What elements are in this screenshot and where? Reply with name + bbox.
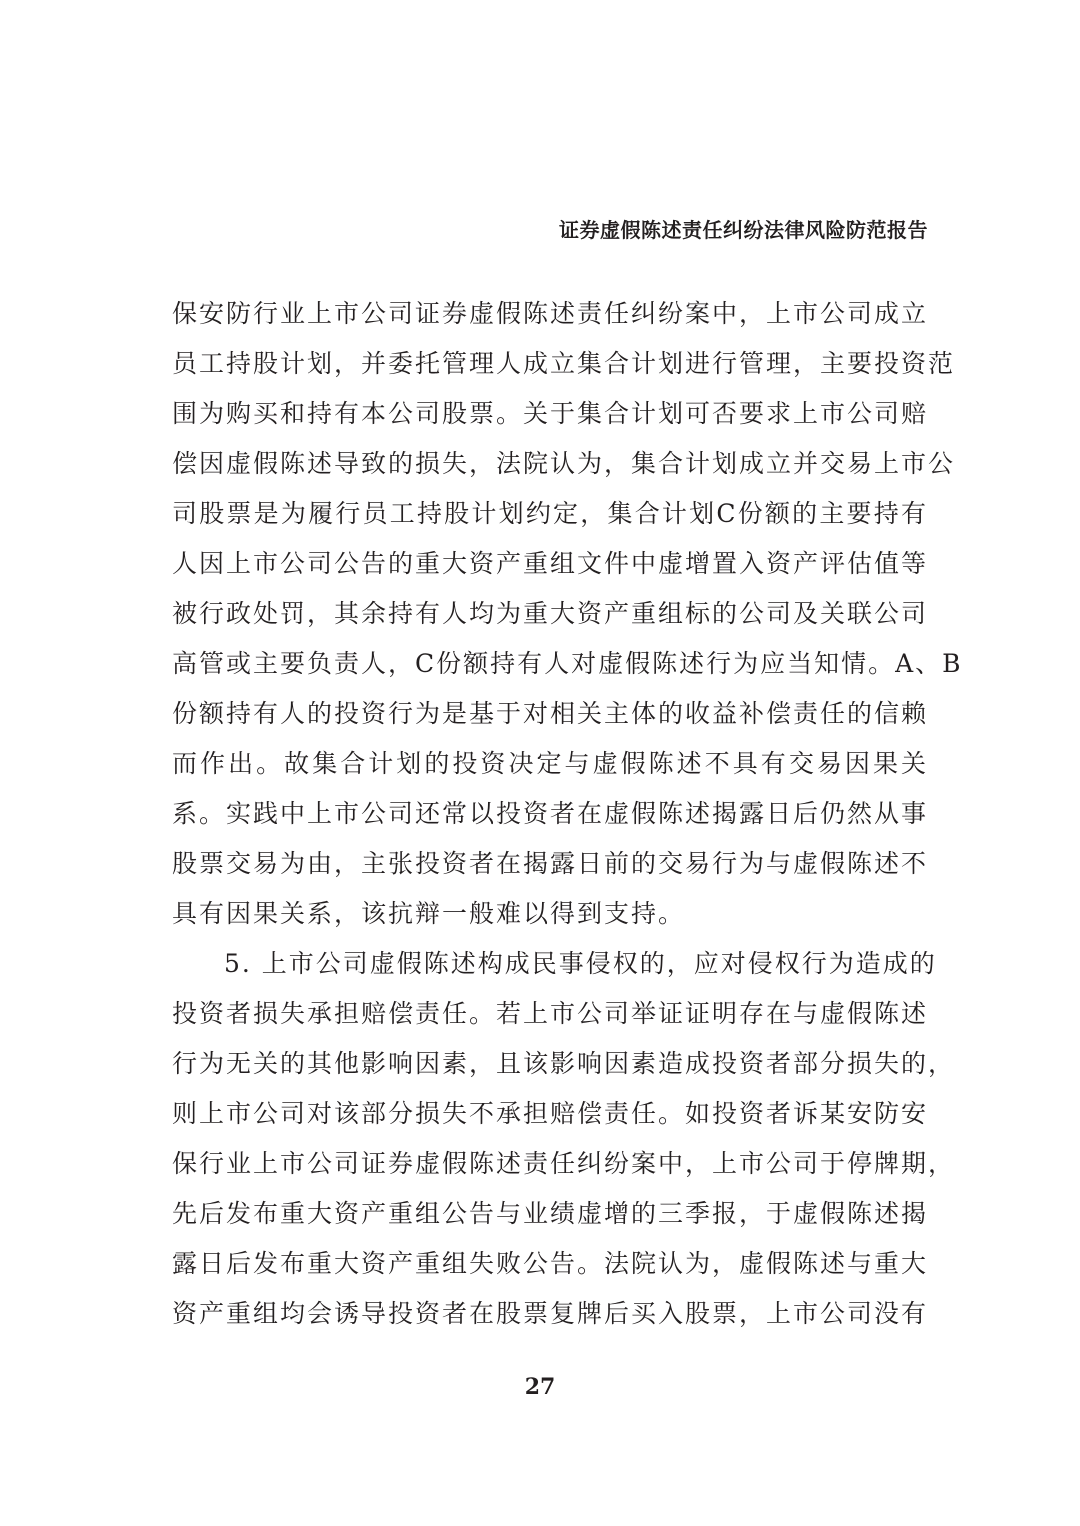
running-header: 证券虚假陈述责任纠纷法律风险防范报告: [559, 218, 928, 242]
text-line: 高管或主要负责人，C份额持有人对虚假陈述行为应当知情。A、B: [172, 649, 963, 678]
text-line: 露日后发布重大资产重组失败公告。法院认为，虚假陈述与重大: [172, 1249, 929, 1278]
text-line: 先后发布重大资产重组公告与业绩虚增的三季报，于虚假陈述揭: [172, 1199, 929, 1228]
text-line: 系。实践中上市公司还常以投资者在虚假陈述揭露日后仍然从事: [172, 799, 929, 828]
text-line: 员工持股计划，并委托管理人成立集合计划进行管理，主要投资范: [172, 349, 956, 378]
text-line: 投资者损失承担赔偿责任。若上市公司举证证明存在与虚假陈述: [172, 999, 929, 1028]
text-line: 具有因果关系，该抗辩一般难以得到支持。: [172, 899, 686, 928]
text-line: 份额持有人的投资行为是基于对相关主体的收益补偿责任的信赖: [172, 699, 929, 728]
text-line: 保安防行业上市公司证券虚假陈述责任纠纷案中，上市公司成立: [172, 299, 929, 328]
text-line: 则上市公司对该部分损失不承担赔偿责任。如投资者诉某安防安: [172, 1099, 929, 1128]
text-line: 人因上市公司公告的重大资产重组文件中虚增置入资产评估值等: [172, 549, 929, 578]
text-line: 被行政处罚，其余持有人均为重大资产重组标的公司及关联公司: [172, 599, 929, 628]
text-line: 保行业上市公司证券虚假陈述责任纠纷案中，上市公司于停牌期，: [172, 1149, 956, 1178]
text-line: 5. 上市公司虚假陈述构成民事侵权的，应对侵权行为造成的: [224, 949, 937, 978]
text-line: 股票交易为由，主张投资者在揭露日前的交易行为与虚假陈述不: [172, 849, 929, 878]
text-line: 司股票是为履行员工持股计划约定，集合计划C份额的主要持有: [172, 499, 928, 528]
text-line: 围为购买和持有本公司股票。关于集合计划可否要求上市公司赔: [172, 399, 929, 428]
page-number: 27: [524, 1374, 556, 1400]
body-text: [172, 289, 963, 1339]
text-line: 而作出。故集合计划的投资决定与虚假陈述不具有交易因果关: [172, 749, 928, 778]
text-line: 行为无关的其他影响因素，且该影响因素造成投资者部分损失的，: [172, 1049, 956, 1078]
text-line: 偿因虚假陈述导致的损失，法院认为，集合计划成立并交易上市公: [172, 449, 956, 478]
paragraph-2: [172, 939, 956, 1339]
paragraph-1: [172, 289, 963, 939]
text-line: 资产重组均会诱导投资者在股票复牌后买入股票，上市公司没有: [172, 1299, 929, 1328]
